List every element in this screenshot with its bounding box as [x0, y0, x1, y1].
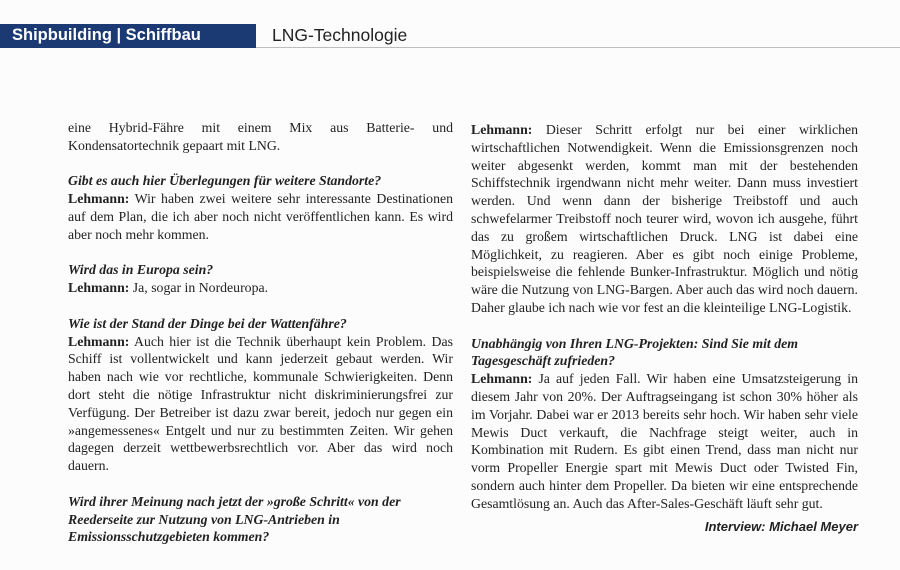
- section-label: Shipbuilding | Schiffbau: [12, 26, 201, 44]
- answer: Dieser Schritt erfolgt nur bei einer wirklichen wirtschaftlichen Notwendigkeit. Wenn die Emissionsgrenzen noch weiter abgesenkt werden, kommt man mit der bestehenden Schiffstechnik irgendwann nicht mehr weiter. Dann muss investiert werden. Und wenn dann der bisherige Treibstoff und auch schwefelarmer Treibstoff noch teurer wird, wovon ich ausgehe, führt das zu großem wirtschaftlichen Druck. LNG ist dabei eine Möglichkeit, zu reagieren. Aber es gibt noch einige Probleme, beispielsweise die fehlende Bunker-Infrastruktur. Möglich und nötig wäre die Nutzung von LNG-Bargen. Aber auch das wird noch dauern. Daher glaube ich nach wie vor fest an die kleinteilige LNG-Logistik.: [471, 122, 858, 315]
- qa-block: [471, 121, 858, 317]
- topic-title: LNG-Technologie: [272, 25, 408, 45]
- question: Wie ist der Stand der Dinge bei der Wattenfähre?: [68, 315, 347, 331]
- answer: Auch hier ist die Technik überhaupt kein Problem. Das Schiff ist vollentwickelt und kann jederzeit gebaut werden. Wir haben nach wie vor rechtliche, kommunale Schwierigkeiten. Denn dort steht die nötige Infrastruktur nicht diskriminierungsfrei zur Verfügung. Der Betreiber ist dazu zwar bereit, jedoch nur gegen ein »angemessenes« Entgelt und nur zu bestimmten Zeiten. Wir gehen dagegen derzeit wettbewerbsrechtlich vor. Aber das wird noch dauern.: [68, 333, 453, 474]
- speaker-label: Lehmann:: [68, 191, 130, 207]
- intro-paragraph: eine Hybrid-Fähre mit einem Mix aus Batterie- und Kondensatortechnik gepaart mit LNG.: [68, 120, 453, 153]
- qa-block: [68, 261, 453, 297]
- answer: Ja auf jeden Fall. Wir haben eine Umsatzsteigerung in diesem Jahr von 20%. Der Auftragseingang ist schon 30% höher als im Vorjahr. Dabei war er 2013 bereits sehr hoch. Wir haben sehr viele Mewis Duct verkauft, die Nachfrage steigt weiter, auch in Kombination mit Rudern. Es gibt einen Trend, dass man nicht nur vorm Propeller Energie spart mit Mewis Duct oder Twisted Fin, sondern auch hinter dem Propeller. Da bieten wir eine entsprechende Gesamtlösung an. Auch das After-Sales-Geschäft läuft sehr gut.: [471, 371, 858, 511]
- question: Unabhängig von Ihren LNG-Projekten: Sind Sie mit dem Tagesgeschäft zufrieden?: [471, 335, 798, 369]
- answer: Wir haben zwei weitere sehr interessante Destinationen auf dem Plan, die ich aber noch nicht veröffentlichen kann. Es wird aber noch mehr kommen.: [68, 191, 453, 242]
- speaker-label: Lehmann:: [471, 122, 533, 137]
- speaker-label: Lehmann:: [68, 333, 130, 349]
- question: Gibt es auch hier Überlegungen für weitere Standorte?: [68, 173, 382, 189]
- right-column: [471, 121, 858, 536]
- speaker-label: Lehmann:: [471, 371, 533, 387]
- question: Wird ihrer Meinung nach jetzt der »große Schritt« von der Reederseite zur Nutzung von LNG-Antrieben in Emissionsschutzgebieten kommen?: [68, 493, 401, 545]
- page-header: [0, 24, 900, 48]
- qa-block: [68, 493, 453, 546]
- left-column: [68, 119, 453, 564]
- qa-block: [68, 315, 453, 475]
- speaker-label: Lehmann:: [68, 280, 130, 296]
- answer: Ja, sogar in Nordeuropa.: [132, 280, 269, 296]
- interview-credit: Interview: Michael Meyer: [704, 519, 858, 535]
- section-banner: [0, 24, 256, 48]
- header-rule: [256, 47, 900, 48]
- qa-block: [68, 172, 453, 243]
- question: Wird das in Europa sein?: [68, 262, 214, 278]
- qa-block: [471, 335, 858, 513]
